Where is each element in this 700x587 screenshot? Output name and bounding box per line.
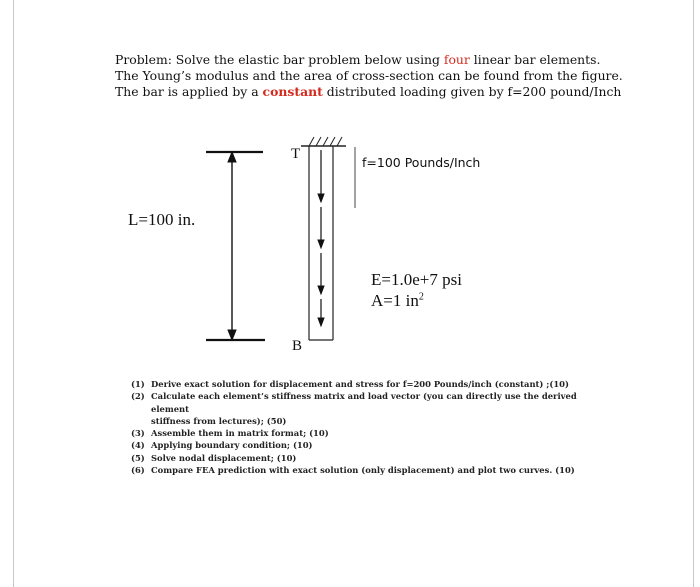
question-text: Applying boundary condition; (10) [151, 440, 313, 451]
load-label: f=100 Pounds/Inch [362, 155, 481, 170]
page-border-left [13, 0, 14, 587]
question-item [131, 439, 581, 451]
dim-arrow-down [228, 330, 236, 340]
top-node-label: T [291, 146, 301, 162]
question-text: Assemble them in matrix format; (10) [151, 428, 329, 439]
question-item [131, 427, 581, 439]
modulus-label: E=1.0e+7 psi [371, 270, 462, 289]
question-item [131, 390, 581, 427]
load-arrowhead-4 [318, 318, 324, 326]
load-arrowhead-1 [318, 194, 324, 202]
question-number: (1) [131, 379, 145, 389]
load-arrowhead-3 [318, 286, 324, 294]
question-text: Solve nodal displacement; (10) [151, 452, 297, 463]
question-item [131, 378, 581, 390]
problem-line-2: The Young’s modulus and the area of cross-section can be found from the figure. [115, 68, 623, 83]
question-text: Derive exact solution for displacement and stress for f=200 Pounds/inch (constant) ;(10) [151, 379, 569, 389]
length-label: L=100 in. [128, 210, 196, 229]
problem-statement [115, 52, 623, 100]
area-label: A=1 $in^2$ [371, 291, 424, 310]
question-list [131, 378, 581, 476]
length-dimension [206, 152, 265, 340]
page-border-right [693, 0, 694, 587]
problem-line-1: Problem: Solve the elastic bar problem below using four linear bar elements. [115, 52, 601, 67]
question-item [131, 452, 581, 464]
question-number: (5) [131, 452, 145, 463]
question-text: Calculate each element’s stiffness matrix and load vector (you can directly use the derived element stiffness from lectures); (50) [151, 391, 577, 426]
question-number: (6) [131, 465, 145, 476]
wall-support-hatch [309, 137, 342, 146]
distributed-load-arrows [318, 150, 324, 326]
bottom-node-label: B [292, 338, 303, 354]
area-exponent: 2 [418, 291, 424, 303]
question-item [131, 464, 581, 476]
question-number: (3) [131, 428, 145, 439]
question-number: (2) [131, 391, 145, 402]
question-text: Compare FEA prediction with exact solution (only displacement) and plot two curves. (10) [151, 465, 575, 476]
highlight-four: four [443, 52, 470, 67]
dim-arrow-up [228, 152, 236, 162]
load-arrowhead-2 [318, 240, 324, 248]
bar [301, 146, 346, 340]
problem-line-3: The bar is applied by a constant distributed loading given by f=200 pound/Inch [115, 84, 622, 99]
highlight-constant: constant [262, 84, 323, 99]
question-number: (4) [131, 440, 145, 451]
